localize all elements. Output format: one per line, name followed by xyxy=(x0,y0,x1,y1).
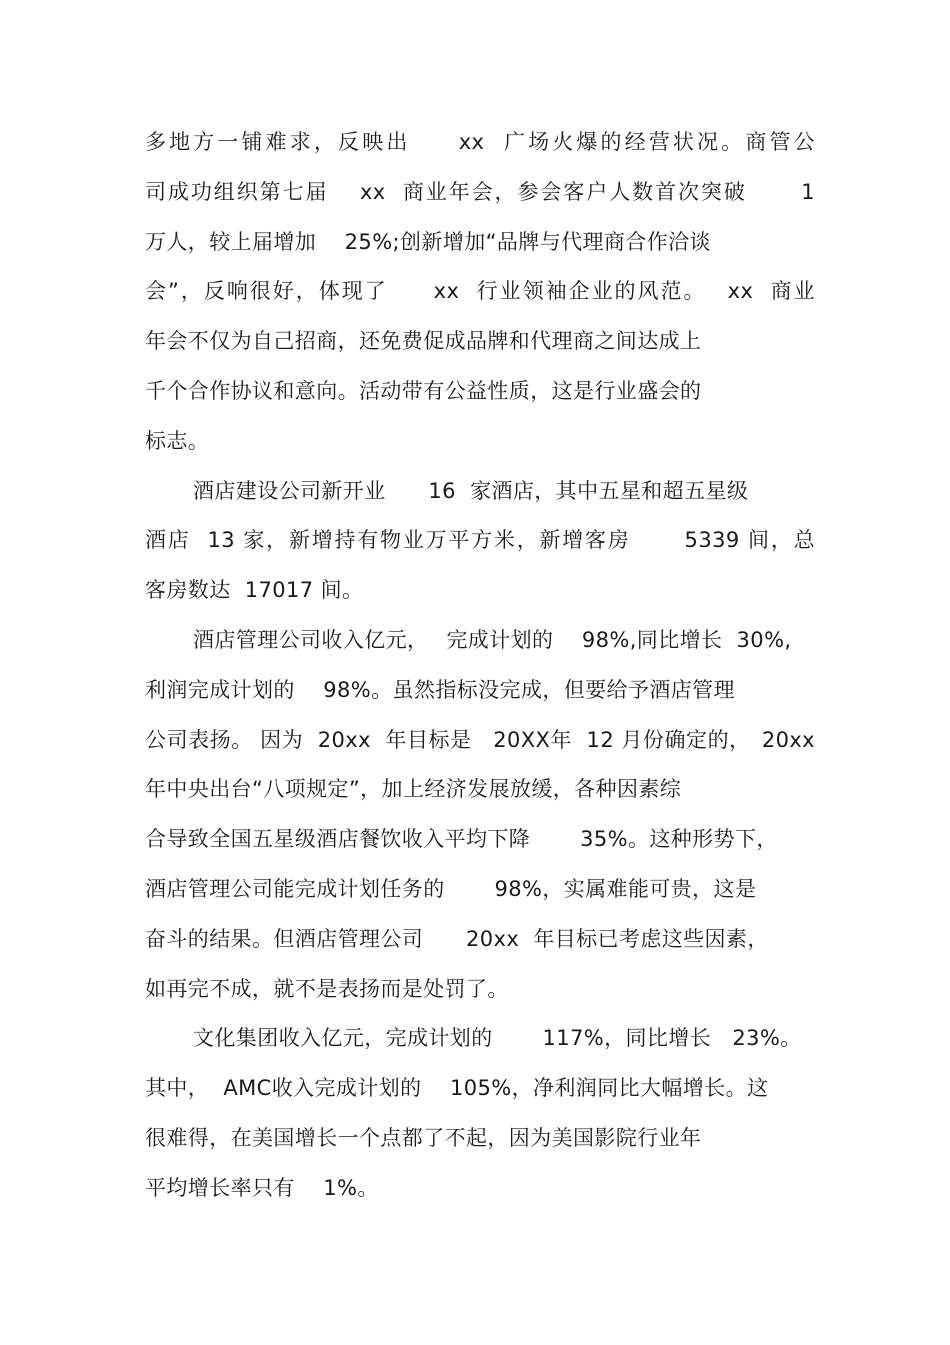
text-line: 会”，反响很好，体现了 xx 行业领袖企业的风范。 xx 商业 xyxy=(145,279,815,304)
text-line: 年中央出台“八项规定”，加上经济发展放缓，各种因素综 xyxy=(145,777,682,802)
paragraph-culture-group xyxy=(145,1014,815,1213)
text-line: 客房数达 17017 间。 xyxy=(145,578,364,603)
text-line: 平均增长率只有 1%。 xyxy=(145,1175,379,1200)
text-line: 多地方一铺难求，反映出 xx 广场火爆的经营状况。商管公 xyxy=(145,130,815,154)
text-line: 其中， AMC收入完成计划的 105%，净利润同比大幅增长。这 xyxy=(145,1076,769,1101)
text-line: 年会不仅为自己招商，还免费促成品牌和代理商之间达成上 xyxy=(145,329,702,354)
text-line: 合导致全国五星级酒店餐饮收入平均下降 35%。这种形势下， xyxy=(145,827,778,852)
text-line: 千个合作协议和意向。活动带有公益性质，这是行业盛会的 xyxy=(145,378,702,403)
document-body xyxy=(145,118,815,1214)
text-line: 司成功组织第七届 xx 商业年会，参会客户人数首次突破 1 xyxy=(145,179,815,204)
text-line: 标志。 xyxy=(145,428,210,453)
text-line: 奋斗的结果。但酒店管理公司 20xx 年目标已考虑这些因素， xyxy=(145,926,769,951)
text-line: 很难得，在美国增长一个点都了不起，因为美国影院行业年 xyxy=(145,1125,702,1150)
paragraph-annual-meeting xyxy=(145,118,815,467)
text-line: 如再完不成，就不是表扬而是处罚了。 xyxy=(145,976,509,1001)
text-line: 酒店管理公司能完成计划任务的 98%，实属难能可贵，这是 xyxy=(145,876,757,901)
text-line: 酒店建设公司新开业 16 家酒店，其中五星和超五星级 xyxy=(193,478,749,503)
text-line: 酒店管理公司收入亿元， 完成计划的 98%,同比增长 30%, xyxy=(193,627,792,652)
text-line: 利润完成计划的 98%。虽然指标没完成，但要给予酒店管理 xyxy=(145,677,735,702)
text-line: 文化集团收入亿元，完成计划的 117%，同比增长 23%。 xyxy=(193,1026,802,1051)
paragraph-hotel-management xyxy=(145,616,815,1014)
text-line: 万人，较上届增加 25%;创新增加“品牌与代理商合作洽谈 xyxy=(145,229,711,254)
text-line: 酒店 13 家，新增持有物业万平方米，新增客房 5339 间，总 xyxy=(145,528,815,553)
text-line: 公司表扬。 因为 20xx 年目标是 20XX年 12 月份确定的， 20xx xyxy=(145,727,815,752)
paragraph-hotel-construction xyxy=(145,467,815,616)
